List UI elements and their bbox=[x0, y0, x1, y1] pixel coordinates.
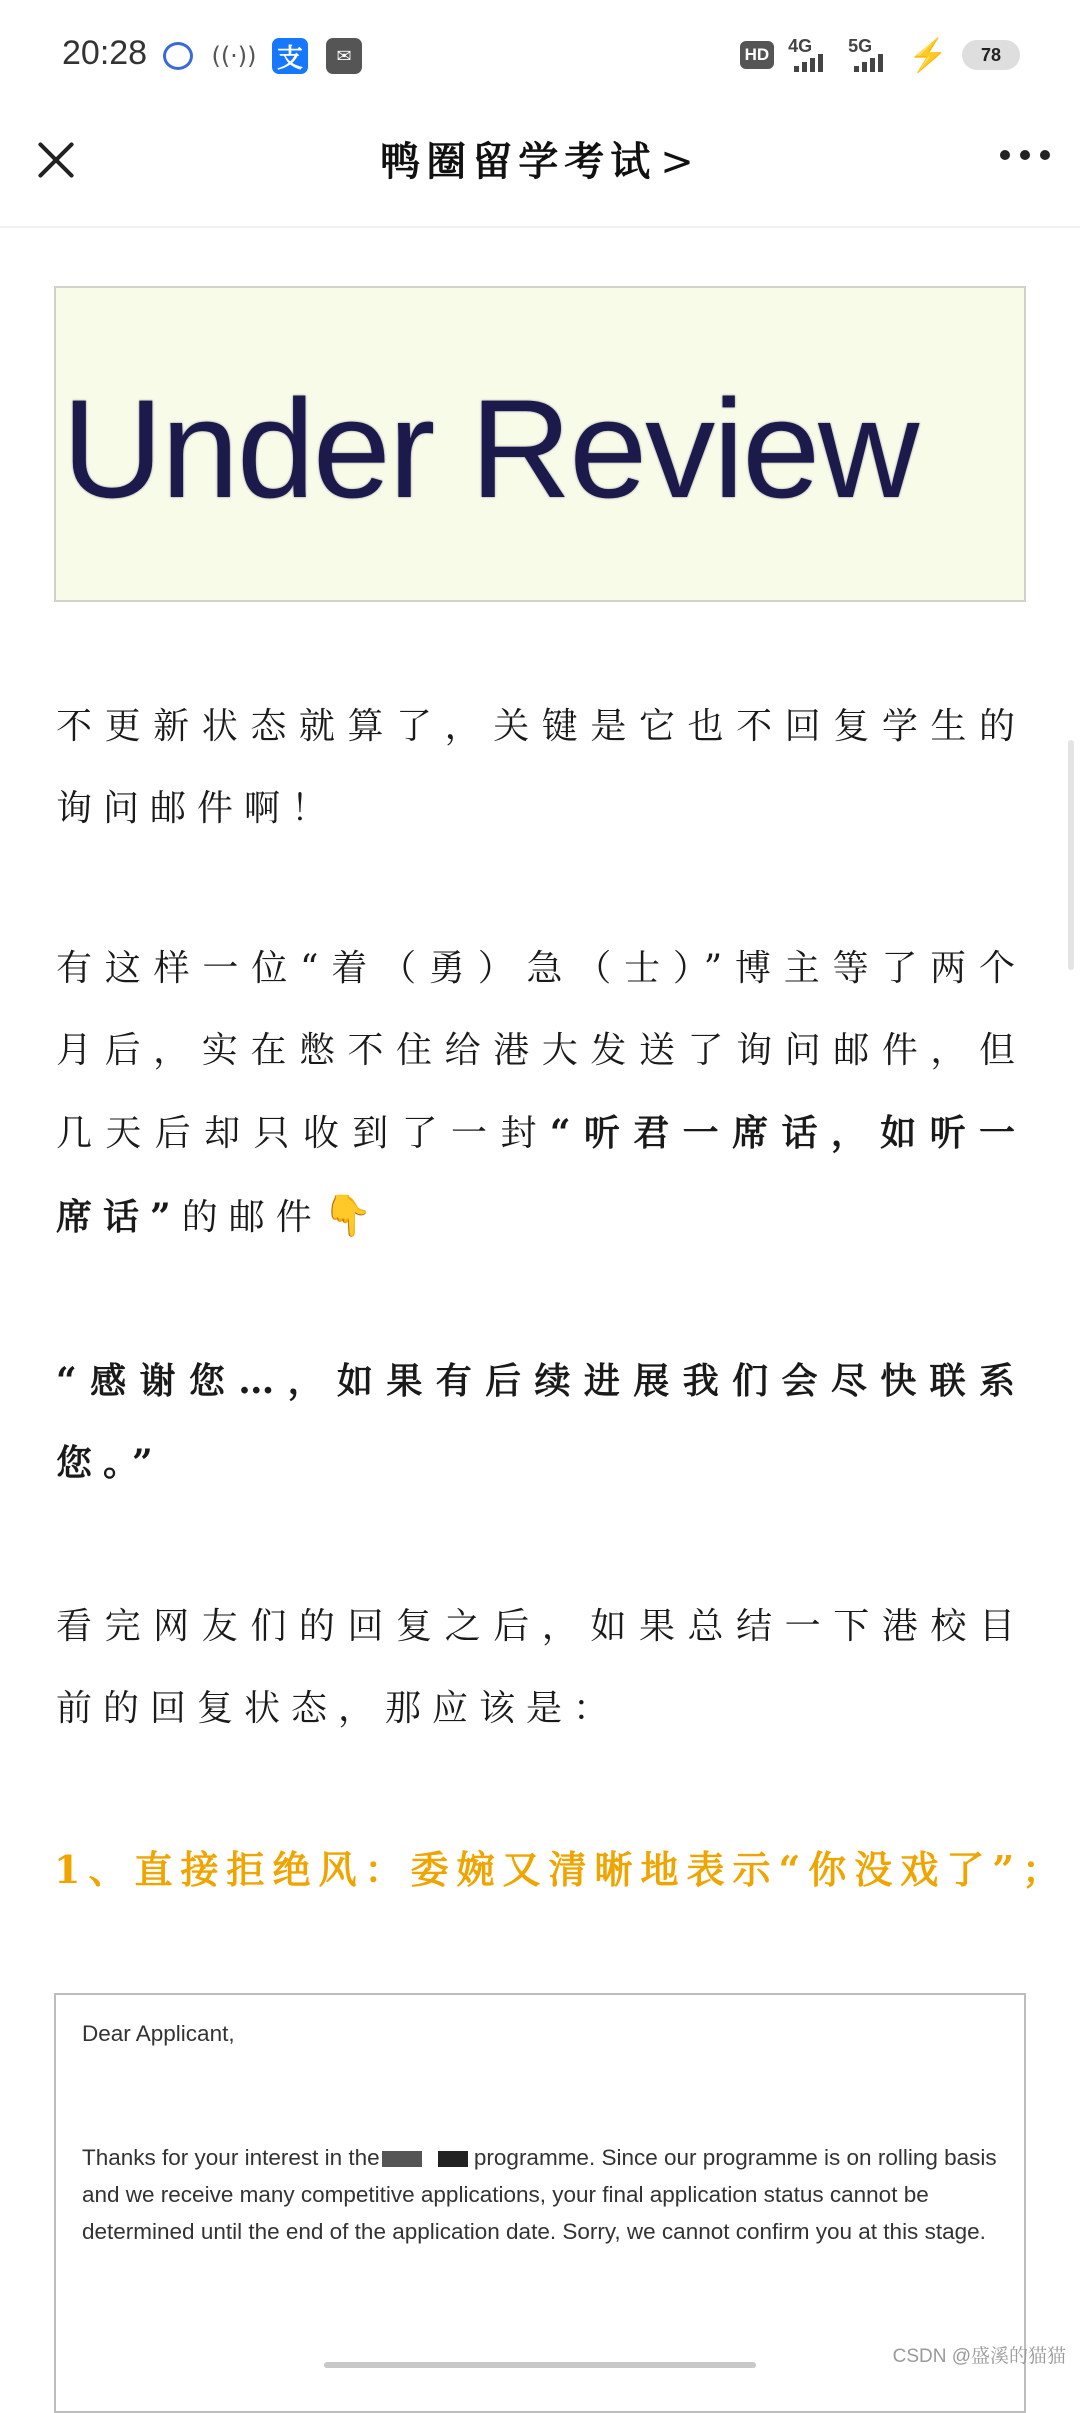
pointing-down-icon: 👇 bbox=[322, 1193, 384, 1239]
status-time: 20:28 bbox=[62, 34, 148, 72]
email-body-end: programme. Since our programme is on rolling basis and we receive many competitive applications, your final application status cannot be determined until the end of the application date. Sorry, we cannot confirm you at this stage. bbox=[82, 2145, 997, 2244]
alipay-icon: 支 bbox=[272, 38, 308, 74]
redaction-block bbox=[382, 2151, 422, 2167]
paragraph-2-tail: 的邮件 bbox=[181, 1197, 323, 1238]
broadcast-icon: ((·)) bbox=[211, 42, 257, 70]
status-bar bbox=[0, 0, 1080, 110]
chevron-right-icon: > bbox=[660, 139, 700, 185]
home-indicator[interactable] bbox=[324, 2362, 756, 2368]
signal-4g-icon bbox=[788, 36, 834, 74]
net-label-4g: 4G bbox=[788, 36, 813, 56]
hd-icon: HD bbox=[740, 41, 775, 69]
paragraph-2-text: 有这样一位“着（勇）急（士）”博主等了两个月后，实在憋不住给港大发送了询问邮件，但几天后却只收到了一封 bbox=[56, 948, 1026, 1154]
paragraph-1: 不更新状态就算了，关键是它也不回复学生的询问邮件啊！ bbox=[56, 706, 1026, 829]
nav-bar bbox=[0, 110, 1080, 228]
email-body bbox=[82, 2139, 1002, 2250]
message-icon bbox=[160, 38, 196, 74]
battery-level: 78 bbox=[962, 40, 1020, 70]
charging-icon: ⚡ bbox=[908, 37, 948, 73]
mail-icon: ✉ bbox=[326, 38, 362, 74]
email-greeting: Dear Applicant, bbox=[82, 2021, 235, 2046]
account-title-text: 鸭圈留学考试 bbox=[380, 139, 657, 185]
account-title[interactable] bbox=[0, 130, 1080, 187]
signal-5g-icon bbox=[848, 36, 894, 74]
email-screenshot[interactable] bbox=[54, 1993, 1026, 2413]
paragraph-2 bbox=[56, 928, 1026, 1259]
scrollbar[interactable] bbox=[1068, 740, 1074, 970]
section-heading: 1、直接拒绝风：委婉又清晰地表示“你没戏了”； bbox=[54, 1847, 1069, 1892]
net-label-5g: 5G bbox=[848, 36, 873, 56]
under-review-text: Under Review bbox=[62, 370, 918, 527]
paragraph-4: 看完网友们的回复之后，如果总结一下港校目前的回复状态，那应该是： bbox=[56, 1606, 1026, 1729]
redaction-block bbox=[438, 2151, 468, 2167]
notification-icons bbox=[160, 38, 362, 74]
watermark: CSDN @盛溪的猫猫 bbox=[892, 2346, 1066, 2367]
email-body-start: Thanks for your interest in the bbox=[82, 2145, 380, 2170]
paragraph-2-bold: “听君一席话，如听一席话” bbox=[56, 1112, 1026, 1238]
under-review-image[interactable] bbox=[54, 286, 1026, 602]
more-options-icon[interactable] bbox=[1000, 150, 1050, 160]
status-right bbox=[740, 36, 1020, 74]
quote-paragraph: “感谢您…，如果有后续进展我们会尽快联系您。” bbox=[56, 1360, 1026, 1484]
